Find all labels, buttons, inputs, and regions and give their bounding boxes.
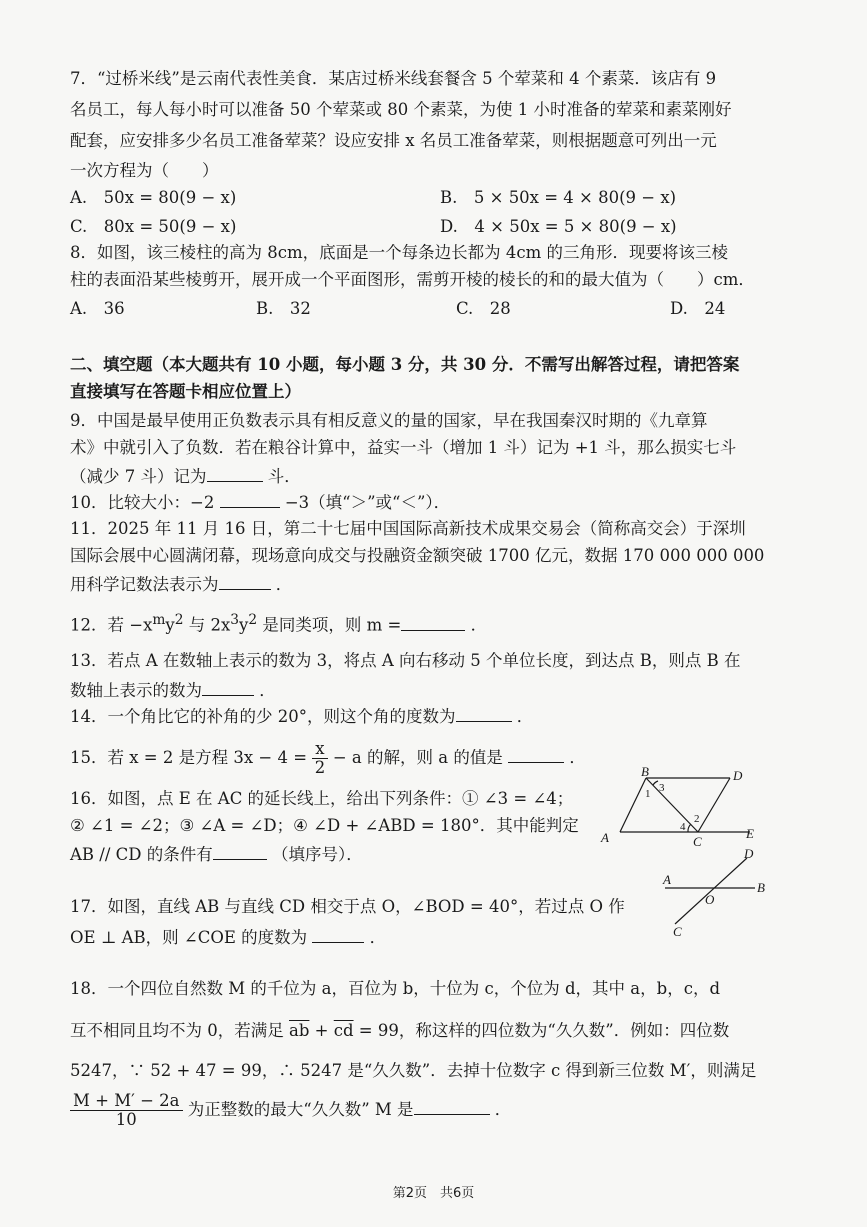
q18-text-b: = 99，称这样的四位数为“久久数”．例如：四位数	[353, 1021, 730, 1040]
q18-period: ．	[494, 1100, 512, 1119]
q18-answer-blank[interactable]	[414, 1097, 490, 1115]
q10-text-b: −3（填“＞”或“＜”）．	[284, 493, 451, 512]
q16-text-b: （填序号）．	[272, 845, 363, 864]
q12-text-a: 12．若 −x	[70, 615, 153, 635]
q13-line1: 13．若点 A 在数轴上表示的数为 3，将点 A 向右移动 5 个单位长度，到达点 B，则点 B 在	[70, 651, 741, 670]
q9-answer-blank[interactable]	[207, 464, 263, 482]
q17-line2	[70, 925, 386, 949]
q11-period: ．	[275, 575, 293, 594]
q18-text-c: 为正整数的最大“久久数” M 是	[187, 1100, 414, 1119]
q15-frac-num: x	[312, 740, 327, 759]
q18-line4	[70, 1090, 511, 1130]
q12-text-d: y	[239, 615, 249, 635]
q9-unit: 斗．	[267, 467, 301, 486]
q17-text: OE ⊥ AB，则 ∠COE 的度数为	[70, 928, 308, 947]
label-b: B	[757, 880, 765, 895]
q16-line3	[70, 842, 363, 866]
q12-line	[70, 609, 487, 637]
q18-plus: +	[309, 1021, 334, 1040]
q14-answer-blank[interactable]	[456, 704, 512, 722]
segment-dc	[698, 778, 730, 832]
q17-period: ．	[369, 928, 387, 947]
q18-line1: 18．一个四位自然数 M 的千位为 a，百位为 b，十位为 c，个位为 d，其中 a，b，c，d	[70, 979, 721, 998]
q7-line2: 名员工，每人每小时可以准备 50 个荤菜或 80 个素菜，为使 1 小时准备的荤菜和素菜刚好	[70, 100, 732, 119]
label-e: E	[746, 826, 754, 841]
q15-text-b: − a 的解，则 a 的值是	[332, 748, 503, 767]
segment-bc	[646, 778, 698, 832]
angle-mark-4	[688, 824, 691, 832]
q15-fraction	[312, 740, 327, 777]
q16-answer-blank[interactable]	[213, 842, 267, 860]
q12-exp-m: m	[152, 612, 166, 628]
q12-period: ．	[470, 615, 488, 635]
q10-text: 10．比较大小：−2	[70, 493, 215, 512]
label-angle-1: 1	[645, 788, 651, 800]
label-b: B	[641, 766, 649, 779]
q13-text: 数轴上表示的数为	[70, 681, 202, 700]
q18-frac-num: M + M′ − 2a	[70, 1092, 183, 1111]
q7-line4: 一次方程为（ ）	[70, 161, 219, 180]
label-d: D	[744, 846, 754, 861]
q16-line1: 16．如图，点 E 在 AC 的延长线上，给出下列条件：① ∠3 = ∠4；	[70, 789, 574, 808]
q8-line1: 8．如图，该三棱柱的高为 8cm，底面是一个每条边长都为 4cm 的三角形．现要将该三棱	[70, 243, 729, 262]
q15-period: ．	[569, 748, 586, 767]
label-angle-3: 3	[659, 782, 665, 794]
q15-frac-den: 2	[314, 758, 326, 777]
label-angle-4: 4	[680, 821, 686, 833]
section-heading-line1: 二、填空题（本大题共有 10 小题，每小题 3 分，共 30 分．不需写出解答过程，请把答案	[70, 355, 740, 374]
line-cd	[675, 858, 747, 924]
q14-period: ．	[516, 707, 534, 726]
q12-text-b: y	[165, 615, 175, 635]
q18-overline-ab: $\overline{ab}$	[289, 1021, 310, 1040]
label-c: C	[673, 924, 682, 938]
q7-option-b[interactable]: B. 5 × 50x = 4 × 80(9 − x)	[440, 188, 677, 207]
q9-line1: 9．中国是最早使用正负数表示具有相反意义的量的国家，早在我国秦汉时期的《九章算	[70, 411, 708, 430]
q17-line1: 17．如图，直线 AB 与直线 CD 相交于点 O，∠BOD = 40°，若过点 O 作	[70, 897, 625, 916]
q7-option-d[interactable]: D. 4 × 50x = 5 × 80(9 − x)	[440, 217, 677, 236]
section-heading-line2: 直接填写在答题卡相应位置上）	[70, 382, 301, 401]
q10-line	[70, 490, 450, 514]
q11-line3	[70, 572, 292, 596]
q11-line1: 11．2025 年 11 月 16 日，第二十七届中国国际高新技术成果交易会（简称高交会）于深圳	[70, 519, 746, 538]
label-c: C	[693, 834, 702, 849]
q15-text-a: 15．若 x = 2 是方程 3x − 4 =	[70, 748, 308, 767]
q15-answer-blank[interactable]	[508, 745, 564, 763]
q9-text: （减少 7 斗）记为	[70, 467, 207, 486]
q17-answer-blank[interactable]	[312, 925, 364, 943]
q10-answer-blank[interactable]	[220, 490, 280, 508]
q12-exp-3: 3	[230, 612, 240, 628]
q18-fraction	[70, 1092, 183, 1129]
label-angle-2: 2	[694, 813, 700, 825]
q18-frac-den: 10	[115, 1110, 137, 1129]
q13-answer-blank[interactable]	[202, 678, 254, 696]
q16-line2: ② ∠1 = ∠2；③ ∠A = ∠D；④ ∠D + ∠ABD = 180°．其中能判定	[70, 816, 579, 835]
q16-figure	[598, 766, 768, 850]
q14-line	[70, 704, 533, 728]
label-d: D	[733, 768, 743, 783]
q11-answer-blank[interactable]	[219, 572, 271, 590]
q12-text-e: 是同类项，则 m =	[257, 615, 402, 635]
q16-text: AB // CD 的条件有	[70, 845, 213, 864]
q11-text: 用科学记数法表示为	[70, 575, 219, 594]
q9-line3	[70, 464, 301, 488]
q8-option-b[interactable]: B. 32	[256, 299, 311, 318]
q9-line2: 术》中就引入了负数．若在粮谷计算中，益实一斗（增加 1 斗）记为 +1 斗，那么损实七斗	[70, 438, 737, 457]
label-a: A	[663, 872, 671, 887]
q8-option-c[interactable]: C. 28	[456, 299, 511, 318]
q18-line3: 5247，∵ 52 + 47 = 99，∴ 5247 是“久久数”．去掉十位数字 c 得到新三位数 M′，则满足	[70, 1061, 757, 1080]
q7-line1: 7．“过桥米线”是云南代表性美食．某店过桥米线套餐含 5 个荤菜和 4 个素菜．该店有 9	[70, 69, 717, 88]
segment-ab	[620, 778, 646, 832]
q8-option-d[interactable]: D. 24	[670, 299, 726, 318]
label-o: O	[705, 892, 715, 907]
q8-line2: 柱的表面沿某些棱剪开，展开成一个平面图形，需剪开棱的棱长的和的最大值为（ ）cm．	[70, 270, 755, 289]
q11-line2: 国际会展中心圆满闭幕，现场意向成交与投融资金额突破 1700 亿元，数据 170 000 000 000	[70, 546, 765, 565]
q12-exp-2b: 2	[248, 612, 258, 628]
q13-line2	[70, 678, 276, 702]
q15-line	[70, 738, 586, 778]
q13-period: ．	[259, 681, 276, 700]
q8-option-a[interactable]: A. 36	[70, 299, 125, 318]
q12-answer-blank[interactable]	[401, 613, 465, 631]
q18-overline-cd: $\overline{cd}$	[333, 1021, 354, 1040]
q12-exp-2a: 2	[174, 612, 184, 628]
q17-figure	[655, 846, 775, 938]
q18-line2	[70, 1020, 729, 1042]
q12-text-c: 与 2x	[183, 615, 231, 635]
q18-text-a: 互不相同且均不为 0，若满足	[70, 1021, 289, 1040]
label-a: A	[601, 830, 609, 845]
q7-line3: 配套，应安排多少名员工准备荤菜？设应安排 x 名员工准备荤菜，则根据题意可列出一元	[70, 131, 717, 150]
q14-text: 14．一个角比它的补角的少 20°，则这个角的度数为	[70, 707, 456, 726]
q7-option-a[interactable]: A. 50x = 80(9 − x)	[70, 188, 237, 207]
angle-mark-1	[653, 781, 658, 785]
q7-option-c[interactable]: C. 80x = 50(9 − x)	[70, 217, 237, 236]
page-footer: 第2页 共6页	[392, 1186, 475, 1201]
